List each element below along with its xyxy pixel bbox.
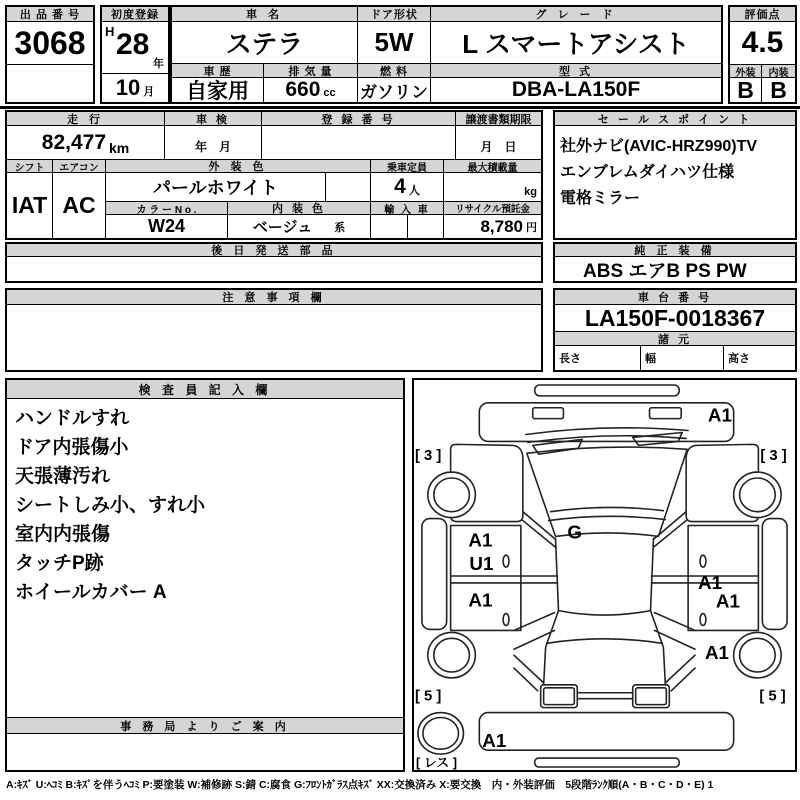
- door-handle: [503, 555, 509, 567]
- sales-point-line: 社外ナビ(AVIC-HRZ990)TV: [560, 138, 758, 155]
- capacity-number: 4: [394, 175, 406, 198]
- dimensions-header: 諸 元: [555, 332, 795, 346]
- interior-color-suffix: 系: [334, 221, 346, 234]
- door-handle: [700, 614, 706, 626]
- interior-grade-value: B: [770, 78, 787, 102]
- lot-number-value: 3068: [14, 24, 86, 61]
- cabin-sides: [556, 538, 654, 610]
- import-empty-cell-1: [371, 215, 408, 238]
- registration-number-header: 登 録 番 号: [262, 112, 456, 126]
- inspector-note-line: シートしみ小、すれ小: [15, 495, 206, 516]
- recycle-header: リサイクル預託金: [444, 202, 541, 215]
- exterior-color-header: 外 装 色: [106, 160, 371, 173]
- damage-label-glass: G: [567, 521, 583, 543]
- wheel-front-left-rim: [434, 478, 470, 512]
- recycle-value: [444, 215, 541, 238]
- wheel-front-right-rim: [740, 478, 776, 512]
- tire-grade-front-right: [ 3 ]: [760, 448, 787, 465]
- wheel-rear-right-rim: [740, 638, 776, 672]
- inspector-note-line: 室内内張傷: [15, 524, 111, 545]
- inspector-header: 検 査 員 記 入 欄: [7, 380, 403, 399]
- damage-label-door-right-top: A1: [698, 571, 723, 593]
- inspector-note-line: タッチP跡: [15, 553, 104, 574]
- damage-label-front-bumper: A1: [707, 404, 732, 426]
- caution-header: 注 意 事 項 欄: [7, 290, 541, 305]
- chassis-value: LA150F-0018367: [555, 305, 795, 332]
- tail-panel-bar: [577, 693, 632, 699]
- displacement-header: 排 気 量: [264, 64, 358, 78]
- wheel-rear-left-rim: [434, 638, 470, 672]
- damage-label-rear-quarter-right: A1: [704, 642, 729, 664]
- door-handle: [700, 555, 706, 567]
- capacity-value: [371, 173, 444, 202]
- fuel-header: 燃 料: [358, 64, 431, 78]
- max-load-value: kg: [444, 173, 541, 202]
- aircon-value: AC: [53, 173, 106, 238]
- inspector-notes: [15, 404, 395, 607]
- grade-header: グ レ ー ド: [431, 7, 721, 22]
- shift-header: シフト: [7, 160, 53, 173]
- caution-block: [5, 288, 543, 372]
- lot-number-empty-cell: [7, 64, 93, 102]
- later-parts-body: [7, 257, 541, 281]
- inspection-header: 車 検: [165, 112, 262, 126]
- spare-tire-rim: [423, 718, 459, 750]
- displacement-unit: cc: [323, 87, 336, 99]
- history-value: 自家用: [172, 78, 264, 102]
- sales-point-line: エンブレムダイハツ仕様: [560, 164, 735, 181]
- sales-point-line: 電格ミラー: [560, 190, 641, 207]
- car-name-value: ステラ: [172, 22, 358, 64]
- mileage-value: [7, 126, 165, 160]
- car-diagram: [414, 380, 795, 770]
- front-top-strip: [535, 385, 679, 396]
- width-label: 幅: [641, 346, 724, 370]
- recycle-unit: 円: [526, 222, 537, 234]
- transfer-deadline-header: 譲渡書類期限: [456, 112, 541, 126]
- displacement-value: [264, 78, 358, 102]
- rear-bottom-strip: [535, 758, 679, 767]
- legend-text: A:ｷｽﾞ U:ﾍｺﾐ B:ｷｽﾞを伴うﾍｺﾐ P:要塗装 W:補修跡 S:錆 C:腐食 G:ﾌﾛﾝﾄｶﾞﾗｽ点ｷｽﾞ XX:交換済み X:要交換 内・外装評価 5段階ﾗﾝｸ順(A・B・C・D・E) 1: [6, 779, 714, 791]
- door-shape-header: ドア形状: [358, 7, 431, 22]
- spare-tire-label: [ レス ]: [415, 754, 458, 770]
- inspector-note-line: ドア内張傷小: [15, 437, 129, 458]
- sales-point-block: [553, 110, 797, 240]
- registration-number-value: [262, 126, 456, 160]
- car-diagram-block: [412, 378, 797, 772]
- model-code-value: DBA-LA150F: [511, 78, 641, 101]
- mileage-unit: km: [109, 140, 130, 156]
- color-no-header: カ ラ ー N o .: [106, 202, 228, 215]
- vehicle-info-block: [170, 5, 723, 104]
- office-header: 事 務 局 よ り ご 案 内: [7, 717, 403, 734]
- displacement-number: 660: [285, 78, 321, 101]
- first-registration-month-cell: [102, 74, 168, 102]
- windshield-glass: [527, 447, 687, 536]
- equipment-value: ABS エアB PS PW: [583, 260, 747, 281]
- capacity-unit: 人: [408, 185, 420, 197]
- rear-window-bottom: [547, 639, 663, 643]
- score-value: 4.5: [741, 26, 784, 59]
- fog-lamp-right: [650, 408, 682, 419]
- history-header: 車 歴: [172, 64, 264, 78]
- aircon-header: エアコン: [53, 160, 106, 173]
- length-label: 長さ: [555, 346, 641, 370]
- parcel-curve: [558, 611, 650, 615]
- tail-light-left-inner: [544, 688, 575, 705]
- car-name-header: 車 名: [172, 7, 358, 22]
- c-pillar-band-right: [654, 613, 695, 691]
- door-shape-value: 5W: [358, 22, 431, 64]
- rocker-panel-right: [762, 519, 787, 630]
- office-body: [7, 734, 403, 770]
- damage-label-door-left-bottom: A1: [468, 589, 493, 611]
- era-letter: H: [105, 24, 115, 39]
- chassis-header: 車 台 番 号: [555, 290, 795, 305]
- score-header: 評価点: [730, 7, 795, 22]
- year-value: 28: [116, 28, 150, 61]
- inspector-note-line: ホイールカバー A: [15, 582, 167, 603]
- mileage-header: 走 行: [7, 112, 165, 126]
- rocker-panel-left: [422, 519, 447, 630]
- damage-label-door-right-bottom: A1: [715, 590, 740, 612]
- transfer-deadline-value: 月 日: [456, 126, 541, 160]
- grade-value: L スマートアシスト: [431, 22, 721, 64]
- inspection-value: 年 月: [165, 126, 262, 160]
- tire-grade-rear-left: [ 5 ]: [414, 688, 442, 705]
- import-header: 輸 入 車: [371, 202, 444, 215]
- sales-point-header: セ ー ル ス ポ イ ン ト: [555, 112, 795, 126]
- rear-bumper-shape: [479, 713, 733, 751]
- lot-number-block: [5, 5, 95, 104]
- caution-body: [7, 305, 541, 370]
- fog-lamp-left: [533, 408, 564, 419]
- exterior-color-empty-cell: [326, 173, 371, 202]
- shift-value: IAT: [7, 173, 53, 238]
- a-pillar-band-left: [523, 512, 556, 548]
- a-pillar-band-right: [653, 512, 686, 548]
- car-outline-shapes: [418, 385, 787, 767]
- inspector-block: [5, 378, 405, 772]
- tire-grade-rear-right: [ 5 ]: [759, 688, 786, 705]
- spec-block: [5, 110, 543, 240]
- damage-label-rear-bumper: A1: [482, 730, 507, 752]
- year-unit: 年: [153, 58, 164, 70]
- month-unit: 月: [143, 86, 155, 98]
- wiper-right: [633, 432, 682, 445]
- cowl-line-1: [551, 507, 664, 511]
- mileage-number: 82,477: [41, 130, 106, 154]
- recycle-fee: 8,780: [480, 216, 523, 236]
- exterior-color-value: パールホワイト: [106, 173, 326, 202]
- month-value: 10: [115, 75, 141, 100]
- interior-grade-header: 内装: [762, 64, 795, 78]
- import-empty-cell-2: [408, 215, 444, 238]
- color-no-value: W24: [106, 215, 228, 238]
- capacity-header: 乗車定員: [371, 160, 444, 173]
- damage-label-door-left-mid: U1: [469, 553, 494, 575]
- later-parts-block: [5, 242, 543, 283]
- later-parts-header: 後 日 発 送 部 品: [7, 244, 541, 257]
- height-label: 高さ: [728, 353, 750, 365]
- tire-grade-front-left: [ 3 ]: [414, 448, 442, 465]
- first-registration-block: [100, 5, 170, 104]
- model-code-header: 型 式: [431, 64, 721, 78]
- cowl-line-2: [549, 516, 666, 520]
- section-divider-bar: [0, 106, 800, 109]
- sales-point-body: [555, 134, 795, 212]
- score-block: [728, 5, 797, 104]
- interior-color-value: [228, 215, 371, 238]
- inspector-note-line: ハンドルすれ: [15, 408, 130, 429]
- exterior-grade-header: 外装: [730, 64, 762, 78]
- door-handle: [503, 614, 509, 626]
- first-registration-header: 初度登録: [102, 7, 168, 22]
- interior-color-name: ベージュ: [252, 219, 313, 236]
- interior-color-header: 内 装 色: [228, 202, 371, 215]
- chassis-block: [553, 288, 797, 372]
- first-registration-year-cell: [102, 22, 168, 74]
- max-load-header: 最大積載量: [444, 160, 541, 173]
- fuel-value: ガソリン: [358, 78, 431, 102]
- windshield-top-moulding: [526, 428, 688, 435]
- equipment-header: 純 正 装 備: [555, 244, 795, 257]
- lot-number-header: 出 品 番 号: [7, 7, 93, 22]
- equipment-block: [553, 242, 797, 283]
- c-pillar-band-left: [514, 613, 555, 691]
- damage-label-door-left-top: A1: [468, 529, 493, 551]
- rear-window-sides: [544, 611, 666, 685]
- inspector-note-line: 天張薄汚れ: [15, 466, 111, 487]
- exterior-grade-value: B: [730, 78, 762, 102]
- tail-light-right-inner: [636, 688, 667, 705]
- door-divider-left: [451, 576, 558, 583]
